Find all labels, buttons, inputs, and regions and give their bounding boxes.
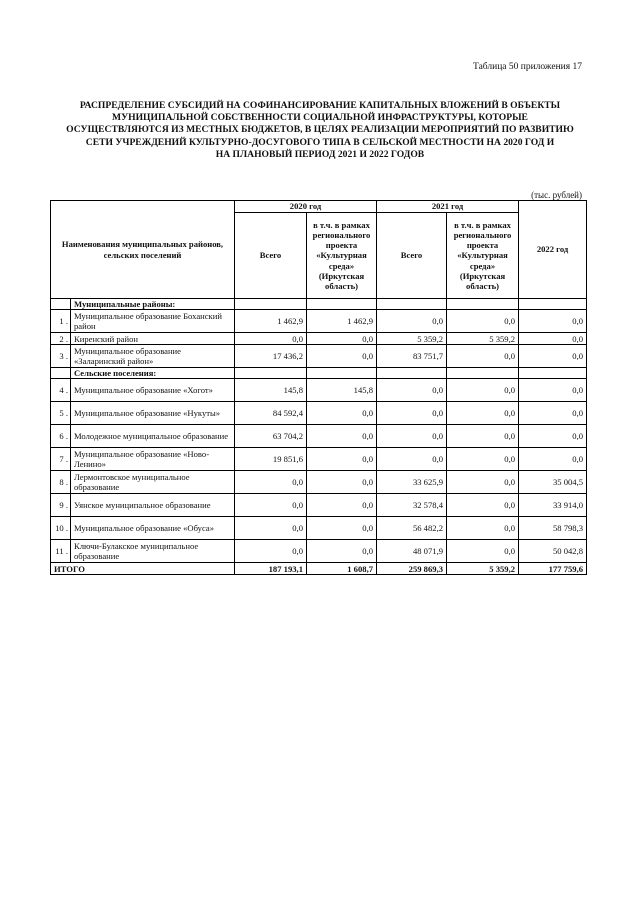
cell-2022: 33 914,0 bbox=[519, 494, 587, 517]
document-title bbox=[50, 100, 590, 161]
row-number: 10 . bbox=[51, 517, 71, 540]
title-line: ОСУЩЕСТВЛЯЮТСЯ ИЗ МЕСТНЫХ БЮДЖЕТОВ, В ЦЕЛЯХ РЕАЛИЗАЦИИ МЕРОПРИЯТИЙ ПО РАЗВИТИЮ bbox=[66, 124, 574, 136]
cell-2020-project: 0,0 bbox=[307, 402, 377, 425]
total-row bbox=[51, 563, 587, 575]
total-2022: 177 759,6 bbox=[519, 563, 587, 575]
cell-2020-project: 0,0 bbox=[307, 494, 377, 517]
row-name: Муниципальное образование «Заларинский район» bbox=[71, 345, 235, 368]
cell-2020-total: 0,0 bbox=[235, 471, 307, 494]
cell-2020-project: 0,0 bbox=[307, 540, 377, 563]
table-row bbox=[51, 517, 587, 540]
section-heading-districts: Муниципальные районы: bbox=[71, 299, 235, 310]
cell-2020-total: 0,0 bbox=[235, 494, 307, 517]
cell-2021-total: 0,0 bbox=[377, 425, 447, 448]
cell-2022: 0,0 bbox=[519, 448, 587, 471]
cell-2021-total: 0,0 bbox=[377, 402, 447, 425]
cell-2020-project: 0,0 bbox=[307, 333, 377, 345]
total-label: ИТОГО bbox=[51, 563, 235, 575]
row-number: 11 . bbox=[51, 540, 71, 563]
cell-2021-project: 0,0 bbox=[447, 425, 519, 448]
cell-2021-total: 32 578,4 bbox=[377, 494, 447, 517]
row-name: Муниципальное образование «Ново-Ленино» bbox=[71, 448, 235, 471]
cell-2022: 50 042,8 bbox=[519, 540, 587, 563]
row-number: 6 . bbox=[51, 425, 71, 448]
row-number: 4 . bbox=[51, 379, 71, 402]
cell-2020-project: 0,0 bbox=[307, 345, 377, 368]
table-row bbox=[51, 379, 587, 402]
cell-2020-project: 1 462,9 bbox=[307, 310, 377, 333]
cell-2021-project: 0,0 bbox=[447, 402, 519, 425]
cell-2021-total: 0,0 bbox=[377, 448, 447, 471]
total-2020-project: 1 608,7 bbox=[307, 563, 377, 575]
cell-2021-total: 0,0 bbox=[377, 379, 447, 402]
total-2021-project: 5 359,2 bbox=[447, 563, 519, 575]
title-line: МУНИЦИПАЛЬНОЙ СОБСТВЕННОСТИ СОЦИАЛЬНОЙ ИНФРАСТРУКТУРЫ, КОТОРЫЕ bbox=[112, 112, 528, 124]
table-row bbox=[51, 540, 587, 563]
cell-2020-project: 0,0 bbox=[307, 448, 377, 471]
cell-2021-project: 0,0 bbox=[447, 379, 519, 402]
cell-2022: 0,0 bbox=[519, 310, 587, 333]
subsidy-table bbox=[50, 200, 587, 575]
cell-2021-project: 0,0 bbox=[447, 517, 519, 540]
column-header-2020: 2020 год bbox=[235, 201, 377, 213]
table-row bbox=[51, 402, 587, 425]
cell-2021-project: 0,0 bbox=[447, 494, 519, 517]
row-name: Лермонтовское муниципальное образование bbox=[71, 471, 235, 494]
column-header-name: Наименования муниципальных районов, сельских поселений bbox=[51, 201, 235, 299]
title-line: РАСПРЕДЕЛЕНИЕ СУБСИДИЙ НА СОФИНАНСИРОВАНИЕ КАПИТАЛЬНЫХ ВЛОЖЕНИЙ В ОБЪЕКТЫ bbox=[79, 100, 561, 111]
total-2021-total: 259 869,3 bbox=[377, 563, 447, 575]
row-number: 2 . bbox=[51, 333, 71, 345]
table-row bbox=[51, 425, 587, 448]
row-name: Муниципальное образование «Хогот» bbox=[71, 379, 235, 402]
row-number: 1 . bbox=[51, 310, 71, 333]
cell-2022: 0,0 bbox=[519, 402, 587, 425]
cell-2022: 0,0 bbox=[519, 345, 587, 368]
column-header-2021: 2021 год bbox=[377, 201, 519, 213]
table-row bbox=[51, 494, 587, 517]
row-number: 9 . bbox=[51, 494, 71, 517]
cell-2021-project: 0,0 bbox=[447, 471, 519, 494]
cell-2020-project: 0,0 bbox=[307, 471, 377, 494]
title-line: СЕТИ УЧРЕЖДЕНИЙ КУЛЬТУРНО-ДОСУГОВОГО ТИПА В СЕЛЬСКОЙ МЕСТНОСТИ НА 2020 ГОД И bbox=[85, 136, 555, 148]
units-note: (тыс. рублей) bbox=[531, 190, 582, 200]
cell-2022: 58 798,3 bbox=[519, 517, 587, 540]
column-header-project-2021: в т.ч. в рамках регионального проекта «Культурная среда» (Иркутская область) bbox=[447, 213, 519, 299]
cell-2022: 0,0 bbox=[519, 425, 587, 448]
column-header-total-2020: Всего bbox=[235, 213, 307, 299]
table-row bbox=[51, 345, 587, 368]
cell-2020-total: 19 851,6 bbox=[235, 448, 307, 471]
cell-2020-total: 84 592,4 bbox=[235, 402, 307, 425]
row-name: Муниципальное образование Боханский район bbox=[71, 310, 235, 333]
cell-2022: 0,0 bbox=[519, 379, 587, 402]
table-row bbox=[51, 471, 587, 494]
cell-2021-total: 48 071,9 bbox=[377, 540, 447, 563]
cell-2020-project: 0,0 bbox=[307, 517, 377, 540]
cell-2020-total: 0,0 bbox=[235, 540, 307, 563]
cell-2021-project: 0,0 bbox=[447, 540, 519, 563]
cell-2020-total: 63 704,2 bbox=[235, 425, 307, 448]
cell-2020-total: 1 462,9 bbox=[235, 310, 307, 333]
column-header-total-2021: Всего bbox=[377, 213, 447, 299]
row-number: 5 . bbox=[51, 402, 71, 425]
appendix-reference: Таблица 50 приложения 17 bbox=[473, 62, 582, 72]
total-2020-total: 187 193,1 bbox=[235, 563, 307, 575]
row-name: Уянское муниципальное образование bbox=[71, 494, 235, 517]
row-number: 3 . bbox=[51, 345, 71, 368]
row-name: Ключи-Булакское муниципальное образование bbox=[71, 540, 235, 563]
cell-2020-total: 0,0 bbox=[235, 517, 307, 540]
section-index-spacer bbox=[51, 299, 71, 310]
table-row bbox=[51, 333, 587, 345]
cell-2020-project: 145,8 bbox=[307, 379, 377, 402]
row-name: Молодежное муниципальное образование bbox=[71, 425, 235, 448]
row-name: Муниципальное образование «Обуса» bbox=[71, 517, 235, 540]
column-header-2022: 2022 год bbox=[519, 201, 587, 299]
cell-2020-project: 0,0 bbox=[307, 425, 377, 448]
title-line: НА ПЛАНОВЫЙ ПЕРИОД 2021 И 2022 ГОДОВ bbox=[215, 148, 425, 160]
cell-2021-project: 0,0 bbox=[447, 310, 519, 333]
cell-2021-total: 83 751,7 bbox=[377, 345, 447, 368]
cell-2021-total: 33 625,9 bbox=[377, 471, 447, 494]
cell-2022: 0,0 bbox=[519, 333, 587, 345]
table-row bbox=[51, 448, 587, 471]
cell-2021-project: 5 359,2 bbox=[447, 333, 519, 345]
row-name: Киренский район bbox=[71, 333, 235, 345]
cell-2021-project: 0,0 bbox=[447, 448, 519, 471]
row-number: 8 . bbox=[51, 471, 71, 494]
section-index-spacer bbox=[51, 368, 71, 379]
cell-2021-total: 56 482,2 bbox=[377, 517, 447, 540]
cell-2020-total: 145,8 bbox=[235, 379, 307, 402]
section-heading-settlements: Сельские поселения: bbox=[71, 368, 235, 379]
cell-2021-total: 5 359,2 bbox=[377, 333, 447, 345]
cell-2022: 35 004,5 bbox=[519, 471, 587, 494]
table-row bbox=[51, 310, 587, 333]
column-header-project-2020: в т.ч. в рамках регионального проекта «Культурная среда» (Иркутская область) bbox=[307, 213, 377, 299]
cell-2021-total: 0,0 bbox=[377, 310, 447, 333]
cell-2021-project: 0,0 bbox=[447, 345, 519, 368]
cell-2020-total: 0,0 bbox=[235, 333, 307, 345]
row-name: Муниципальное образование «Нукуты» bbox=[71, 402, 235, 425]
row-number: 7 . bbox=[51, 448, 71, 471]
cell-2020-total: 17 436,2 bbox=[235, 345, 307, 368]
